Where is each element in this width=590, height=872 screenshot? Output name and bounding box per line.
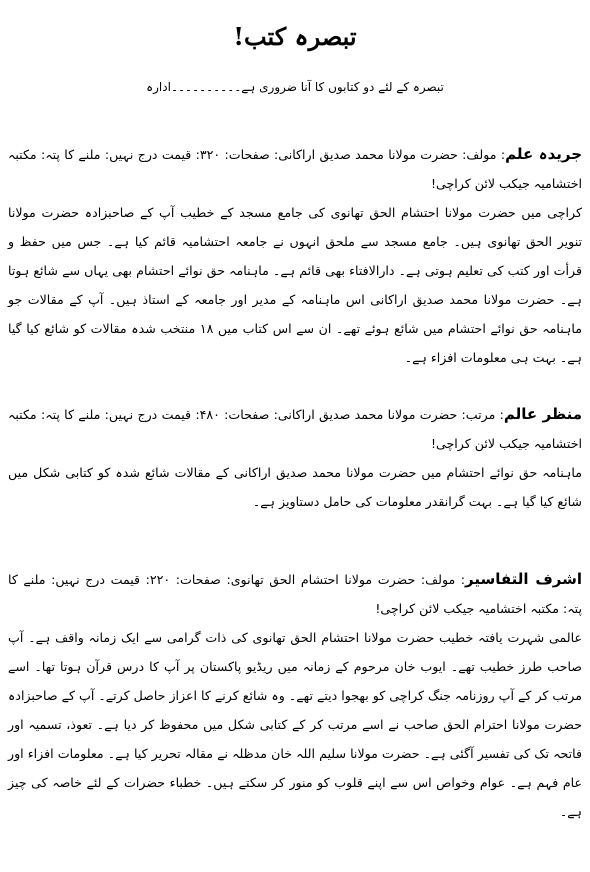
book-meta: : مرتب: حضرت مولانا محمد صدیق اراکانی: صفحات: ۴۸۰: قیمت درج نہیں: ملنے کا پتہ: مکتبہ اختشامیہ جیکب لائن کراچی!: [8, 407, 582, 451]
book-title: جریدہ علم: [505, 145, 583, 163]
review-body: کراچی میں حضرت مولانا احتشام الحق تھانوی کی جامع مسجد کے خطیب آپ کے صاحبزادہ حضرت مولانا تنویر الحق تھانوی ہیں۔ جامع مسجد سے ملحق انہوں نے جامعہ احتشامیہ قائم کیا ہے۔ جس میں حفظ و قرأت اور کتب کی تعلیم ہوتی ہے۔ دارالافتاء بھی قائم ہے۔ ماہنامہ حق نوائے احتشام بھی یہاں سے شائع ہوتا ہے۔ حضرت مولانا محمد صدیق اراکانی اس ماہنامہ کے مدیر اور جامعہ کے استاذ ہیں۔ آپ کے مقالات جو ماہنامہ حق نوائے احتشام میں شائع ہوئے تھے۔ ان سے اس کتاب میں ۱۸ منتخب شدہ مقالات کو شائع کیا گیا ہے۔ بہت ہی معلومات افزاء ہے۔: [8, 205, 582, 365]
page-subtitle: تبصرہ کے لئے دو کتابوں کا آنا ضروری ہے۔۔۔۔۔۔۔۔۔۔ادارہ: [146, 80, 444, 94]
review-manzar-alam: [8, 400, 582, 516]
book-meta: : مولف: حضرت مولانا محمد صدیق اراکانی: صفحات: ۳۲۰: قیمت درج نہیں: ملنے کا پتہ: مکتبہ اختشامیہ جیکب لائن کراچی!: [8, 147, 582, 191]
page-title: تبصرہ کتب!: [233, 22, 357, 51]
review-ashraf-ut-tafaseer: [8, 565, 582, 826]
book-title: اشرف التفاسیر: [465, 570, 582, 588]
review-body: عالمی شہرت یافتہ خطیب حضرت مولانا احتشام الحق تھانوی کی ذات گرامی سے ایک زمانہ واقف ہے۔ آپ صاحب طرز خطیب تھے۔ ایوب خان مرحوم کے زمانہ میں ریڈیو پاکستان پر آپ کا درس قرآن ہوتا تھا۔ اسے مرتب کر کے آپ روزنامہ جنگ کراچی کو بھجوا دیتے تھے۔ وہ شائع کرنے کا اعزاز حاصل کرتے۔ آپ کے صاحبزادہ حضرت مولانا احترام الحق صاحب نے اسے مرتب کر کے کتابی شکل میں محفوظ کر دیا ہے۔ تعوذ، تسمیہ اور فاتحہ تک کی تفسیر آگئی ہے۔ حضرت مولانا سلیم اللہ خان مدظلہ نے مقالہ تحریر کیا ہے۔ معلومات افزاء اور عام فہم ہے۔ عوام وخواص اس سے اپنے قلوب کو منور کر سکتے ہیں۔ خطباء حضرات کے لئے خاصہ کی چیز ہے۔: [8, 630, 582, 819]
review-body: ماہنامہ حق نوائے احتشام میں حضرت مولانا محمد صدیق اراکانی کے مقالات شائع شدہ کو کتابی شکل میں شائع کیا گیا ہے۔ بہت گرانقدر معلومات کی حامل دستاویز ہے۔: [8, 465, 582, 509]
book-title: منظر عالم: [503, 405, 582, 423]
book-meta: : مولف: حضرت مولانا احتشام الحق تھانوی: صفحات: ۲۲۰: قیمت درج نہیں: ملنے کا پتہ: مکتبہ اختشامیہ جیکب لائن کراچی!: [8, 572, 582, 616]
review-jarida-ilm: [8, 140, 582, 372]
